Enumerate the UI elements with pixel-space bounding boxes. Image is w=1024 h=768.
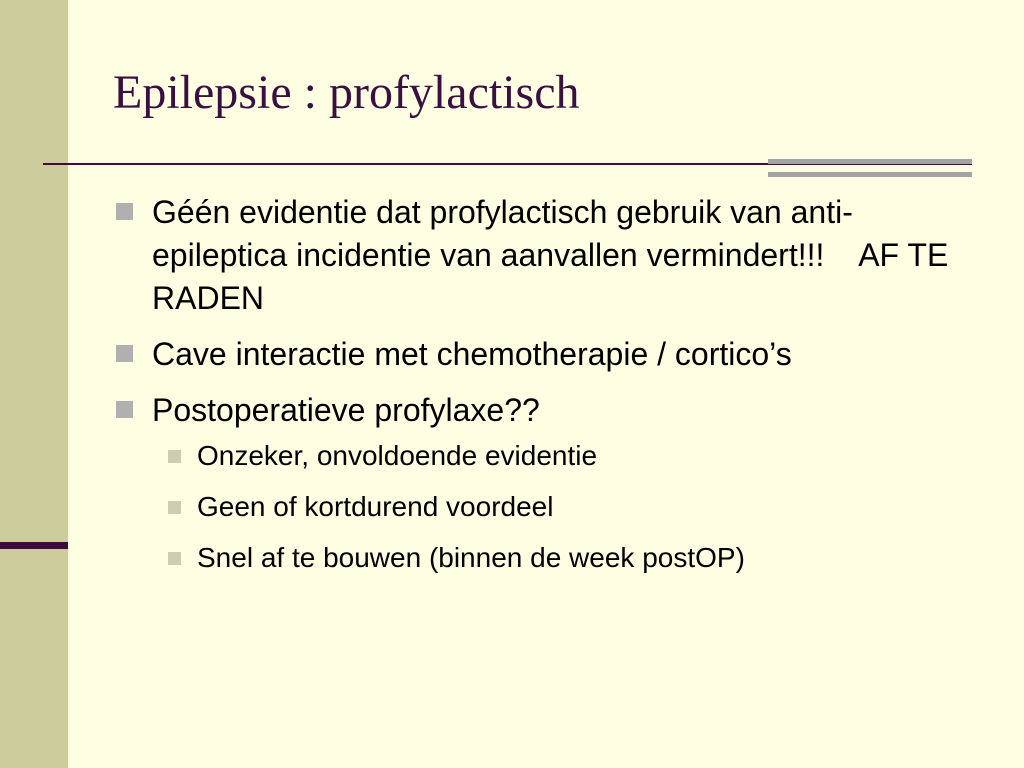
accent-bar-top [768, 159, 972, 164]
sub-bullet-list [152, 437, 985, 577]
sub-bullet-text: Onzeker, onvoldoende evidentie [197, 440, 598, 471]
sub-bullet-item [152, 488, 985, 526]
bullet-text: Cave interactie met chemotherapie / cortico’s [152, 336, 792, 372]
bullet-item [115, 389, 985, 577]
sub-bullet-text: Snel af te bouwen (binnen de week postOP) [197, 542, 745, 573]
square-bullet-icon [116, 203, 133, 220]
square-bullet-icon [116, 345, 133, 362]
bullet-item [115, 191, 985, 320]
small-square-bullet-icon [168, 501, 181, 514]
small-square-bullet-icon [168, 552, 181, 565]
sub-bullet-item [152, 539, 985, 577]
bullet-item [115, 333, 985, 376]
square-bullet-icon [116, 401, 133, 418]
bullet-text: Géén evidentie dat profylactisch gebruik van anti-epileptica incidentie van aanvallen vermindert!!! AF TE RADEN [152, 194, 958, 316]
sub-bullet-text: Geen of kortdurend voordeel [197, 491, 554, 522]
bullet-list [115, 191, 985, 590]
slide-title: Epilepsie : profylactisch [113, 66, 580, 119]
left-band-rule [0, 542, 68, 549]
small-square-bullet-icon [168, 450, 181, 463]
bullet-text: Postoperatieve profylaxe?? [152, 392, 540, 428]
sub-bullet-item [152, 437, 985, 475]
left-decorative-band [0, 0, 68, 768]
accent-bar-bottom [768, 172, 972, 177]
